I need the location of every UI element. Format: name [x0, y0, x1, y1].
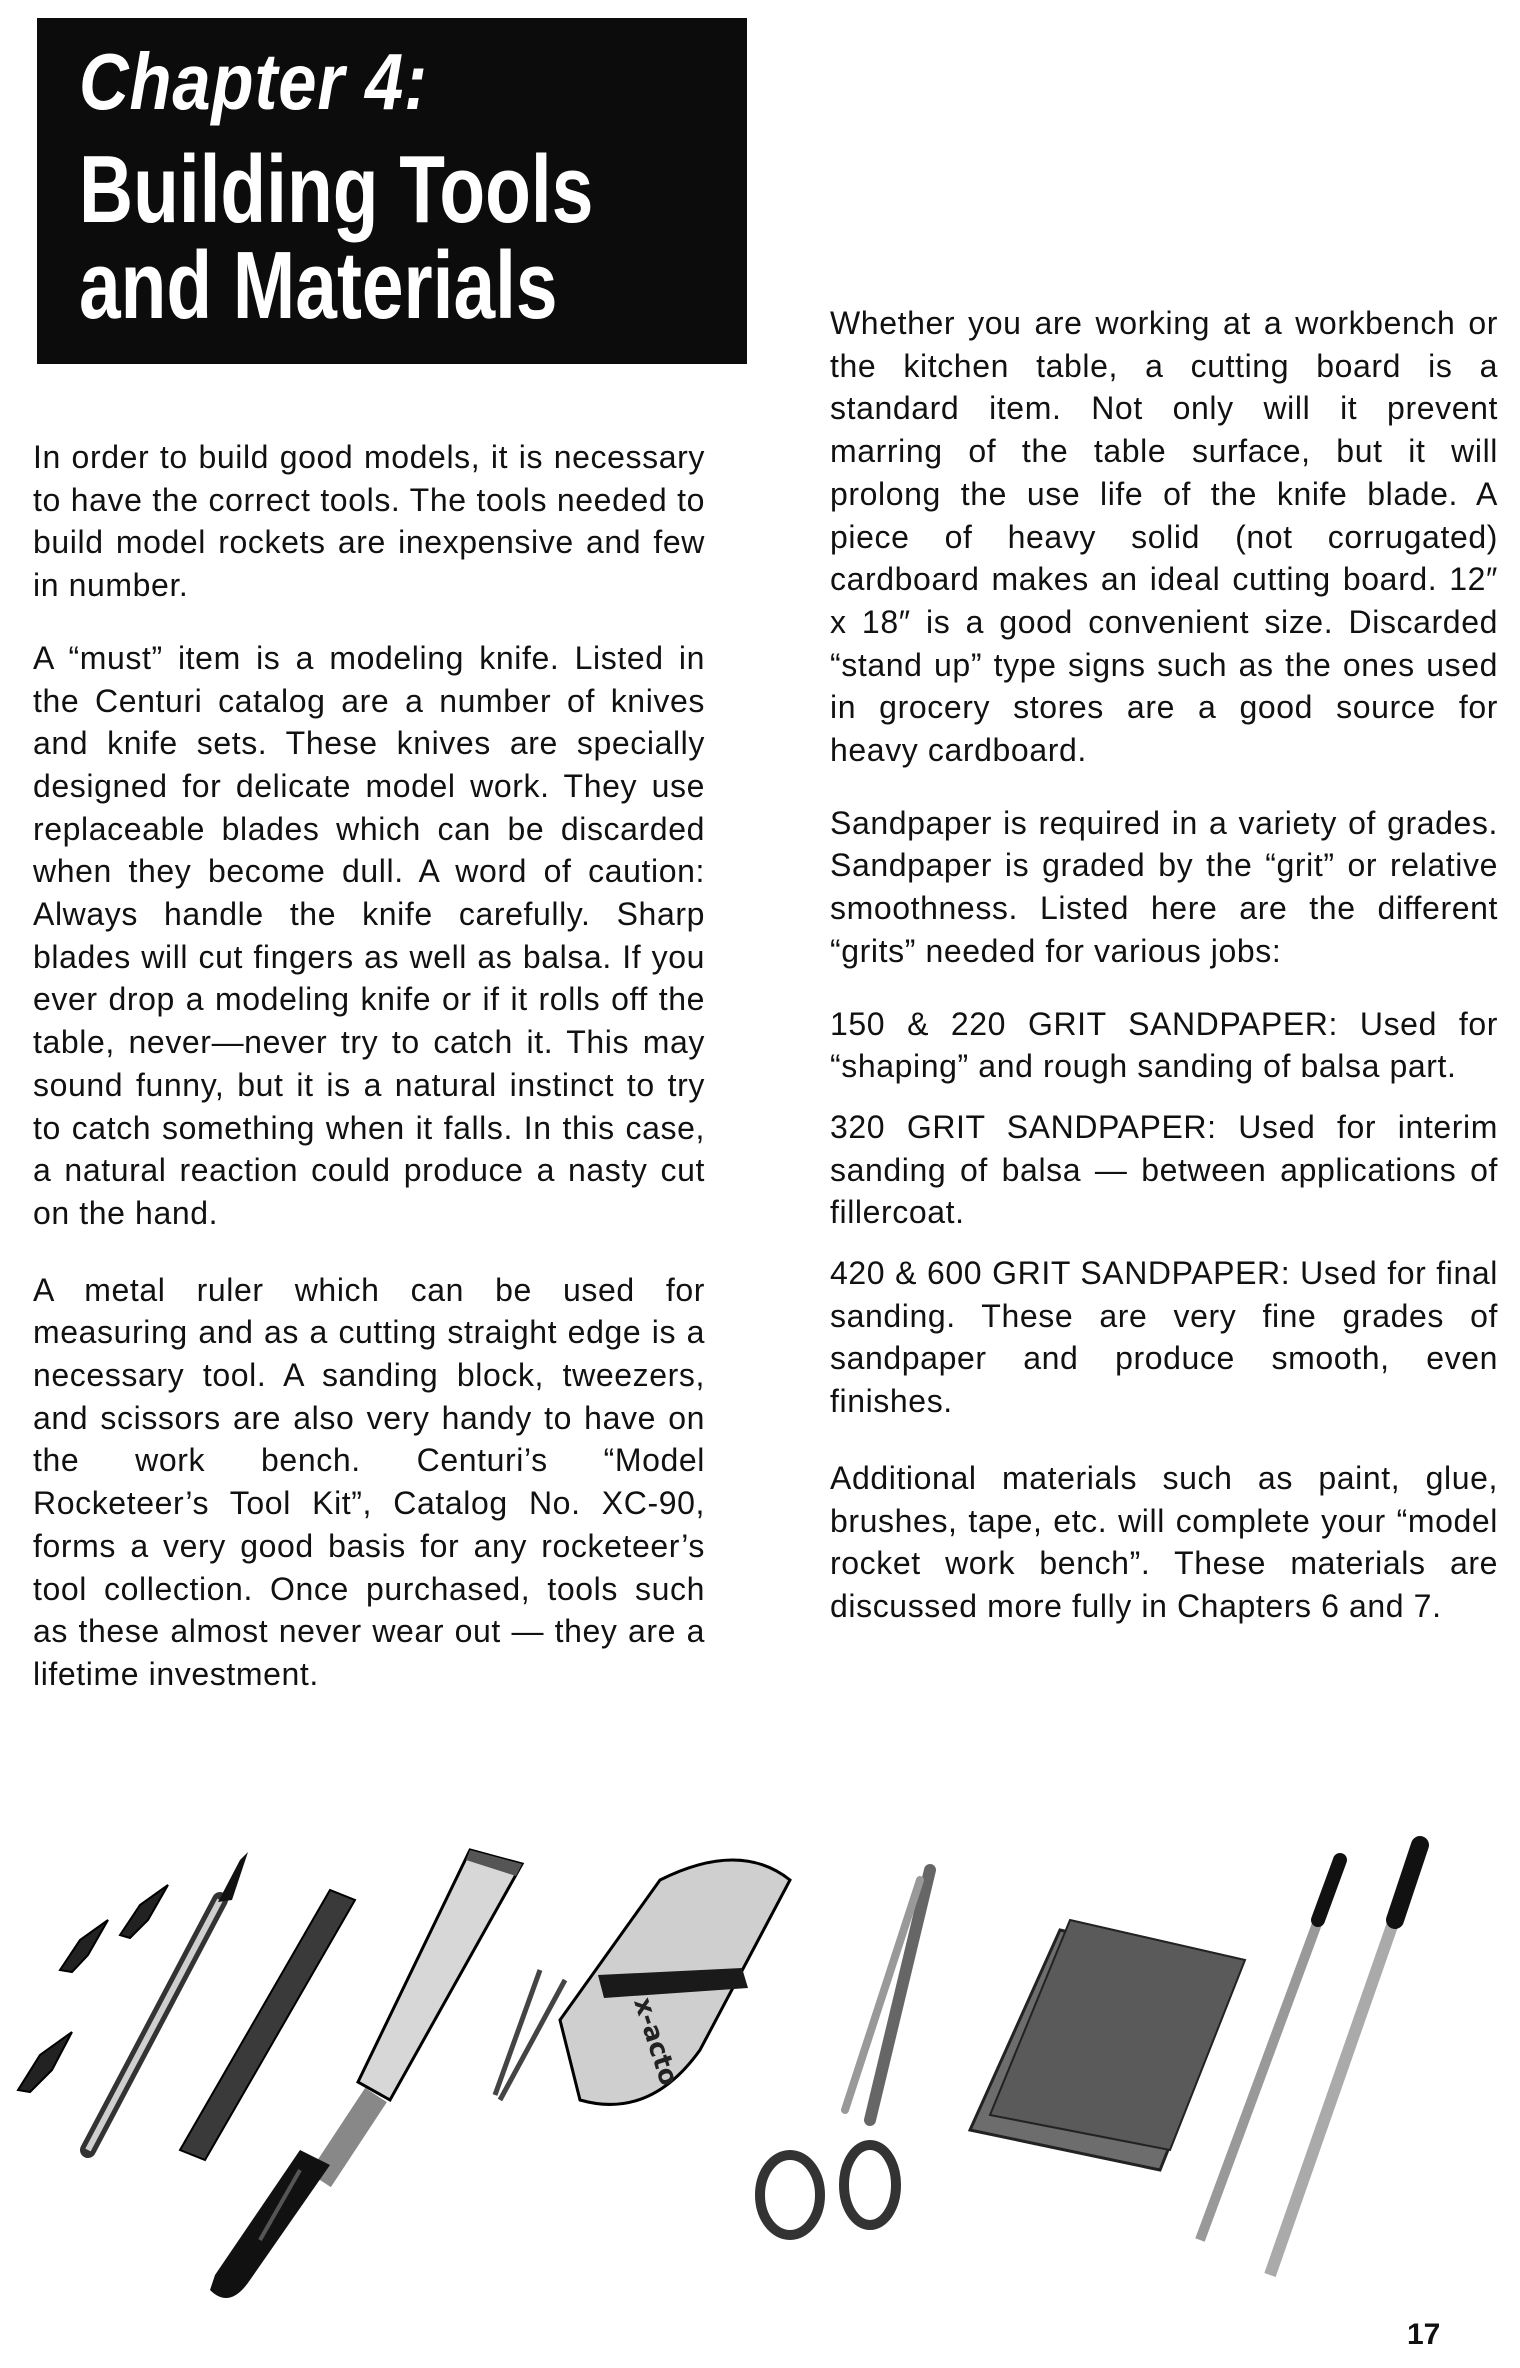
page-number: 17 — [1407, 2318, 1441, 2351]
paragraph-grit-320: 320 GRIT SANDPAPER: Used for interim sanding of balsa — between applications of fillercoat. — [830, 1108, 1498, 1231]
paragraph-grit-420-600: 420 & 600 GRIT SANDPAPER: Used for final sanding. These are very fine grades of sandpaper and produce smooth, even finishes. — [830, 1255, 1498, 1420]
chapter-title-line-1: Building Tools — [79, 136, 594, 243]
paragraph-metal-ruler: A metal ruler which can be used for measuring and as a cutting straight edge is a necessary tool. A sanding block, tweezers, and scissors are also very handy to have on the work bench. Centuri’s “Model Rocketeer’s Tool Kit”, Catalog No. XC-90, forms a very good basis for any rocketeer’s tool collection. Once purchased, tools such as these almost never wear out — they are a lifetime investment. — [33, 1271, 705, 1692]
sanding-block-icon — [560, 1860, 790, 2104]
scissors-icon — [760, 1870, 930, 2235]
razor-saw-icon — [210, 1850, 522, 2298]
paragraph-sandpaper: Sandpaper is required in a variety of grades. Sandpaper is graded by the “grit” or relative smoothness. Listed here are the different “grits” needed for various jobs: — [830, 804, 1498, 969]
paint-brushes-icon — [1200, 1845, 1420, 2275]
paragraph-modeling-knife: A “must” item is a modeling knife. Listed in the Centuri catalog are a number of knives and knife sets. These knives are specially designed for delicate model work. They use replaceable blades which can be discarded when they become dull. A word of caution: Always handle the knife carefully. Sharp blades will cut fingers as well as balsa. If you ever drop a modeling knife or if it rolls off the table, never—never try to catch it. This may sound funny, but it is a natural instinct to try to catch something when it falls. In this case, a natural reaction could produce a nasty cut on the hand. — [33, 639, 705, 1231]
chapter-title-block — [37, 18, 747, 364]
tweezers-icon — [495, 1970, 565, 2100]
tools-illustration — [0, 1820, 1520, 2300]
paragraph-cutting-board: Whether you are working at a workbench or the kitchen table, a cutting board is a standard item. Not only will it prevent marring of the table surface, but it will prolong the use life of the knife blade. A piece of heavy solid (not corrugated) cardboard makes an ideal cutting board. 12″ x 18″ is a good convenient size. Discarded “stand up” type signs such as the ones used in grocery stores are a good source for heavy cardboard. — [830, 305, 1498, 769]
paragraph-grit-150-220: 150 & 220 GRIT SANDPAPER: Used for “shaping” and rough sanding of balsa part. — [830, 1005, 1498, 1085]
sanding-block-label: x-acto — [627, 1993, 684, 2090]
left-column — [33, 436, 705, 1696]
spare-blades-icon — [18, 1885, 168, 2092]
sandpaper-sheets-icon — [970, 1920, 1245, 2170]
paragraph-intro: In order to build good models, it is necessary to have the correct tools. The tools needed to build model rockets are inexpensive and few in number. — [33, 439, 705, 604]
right-column — [830, 302, 1498, 1628]
paragraph-additional-materials: Additional materials such as paint, glue, brushes, tape, etc. will complete your “model rocket work bench”. These materials are discussed more fully in Chapters 6 and 7. — [830, 1459, 1498, 1624]
chapter-title-line-2: and Materials — [79, 232, 558, 339]
chapter-label: Chapter 4: — [79, 37, 428, 126]
